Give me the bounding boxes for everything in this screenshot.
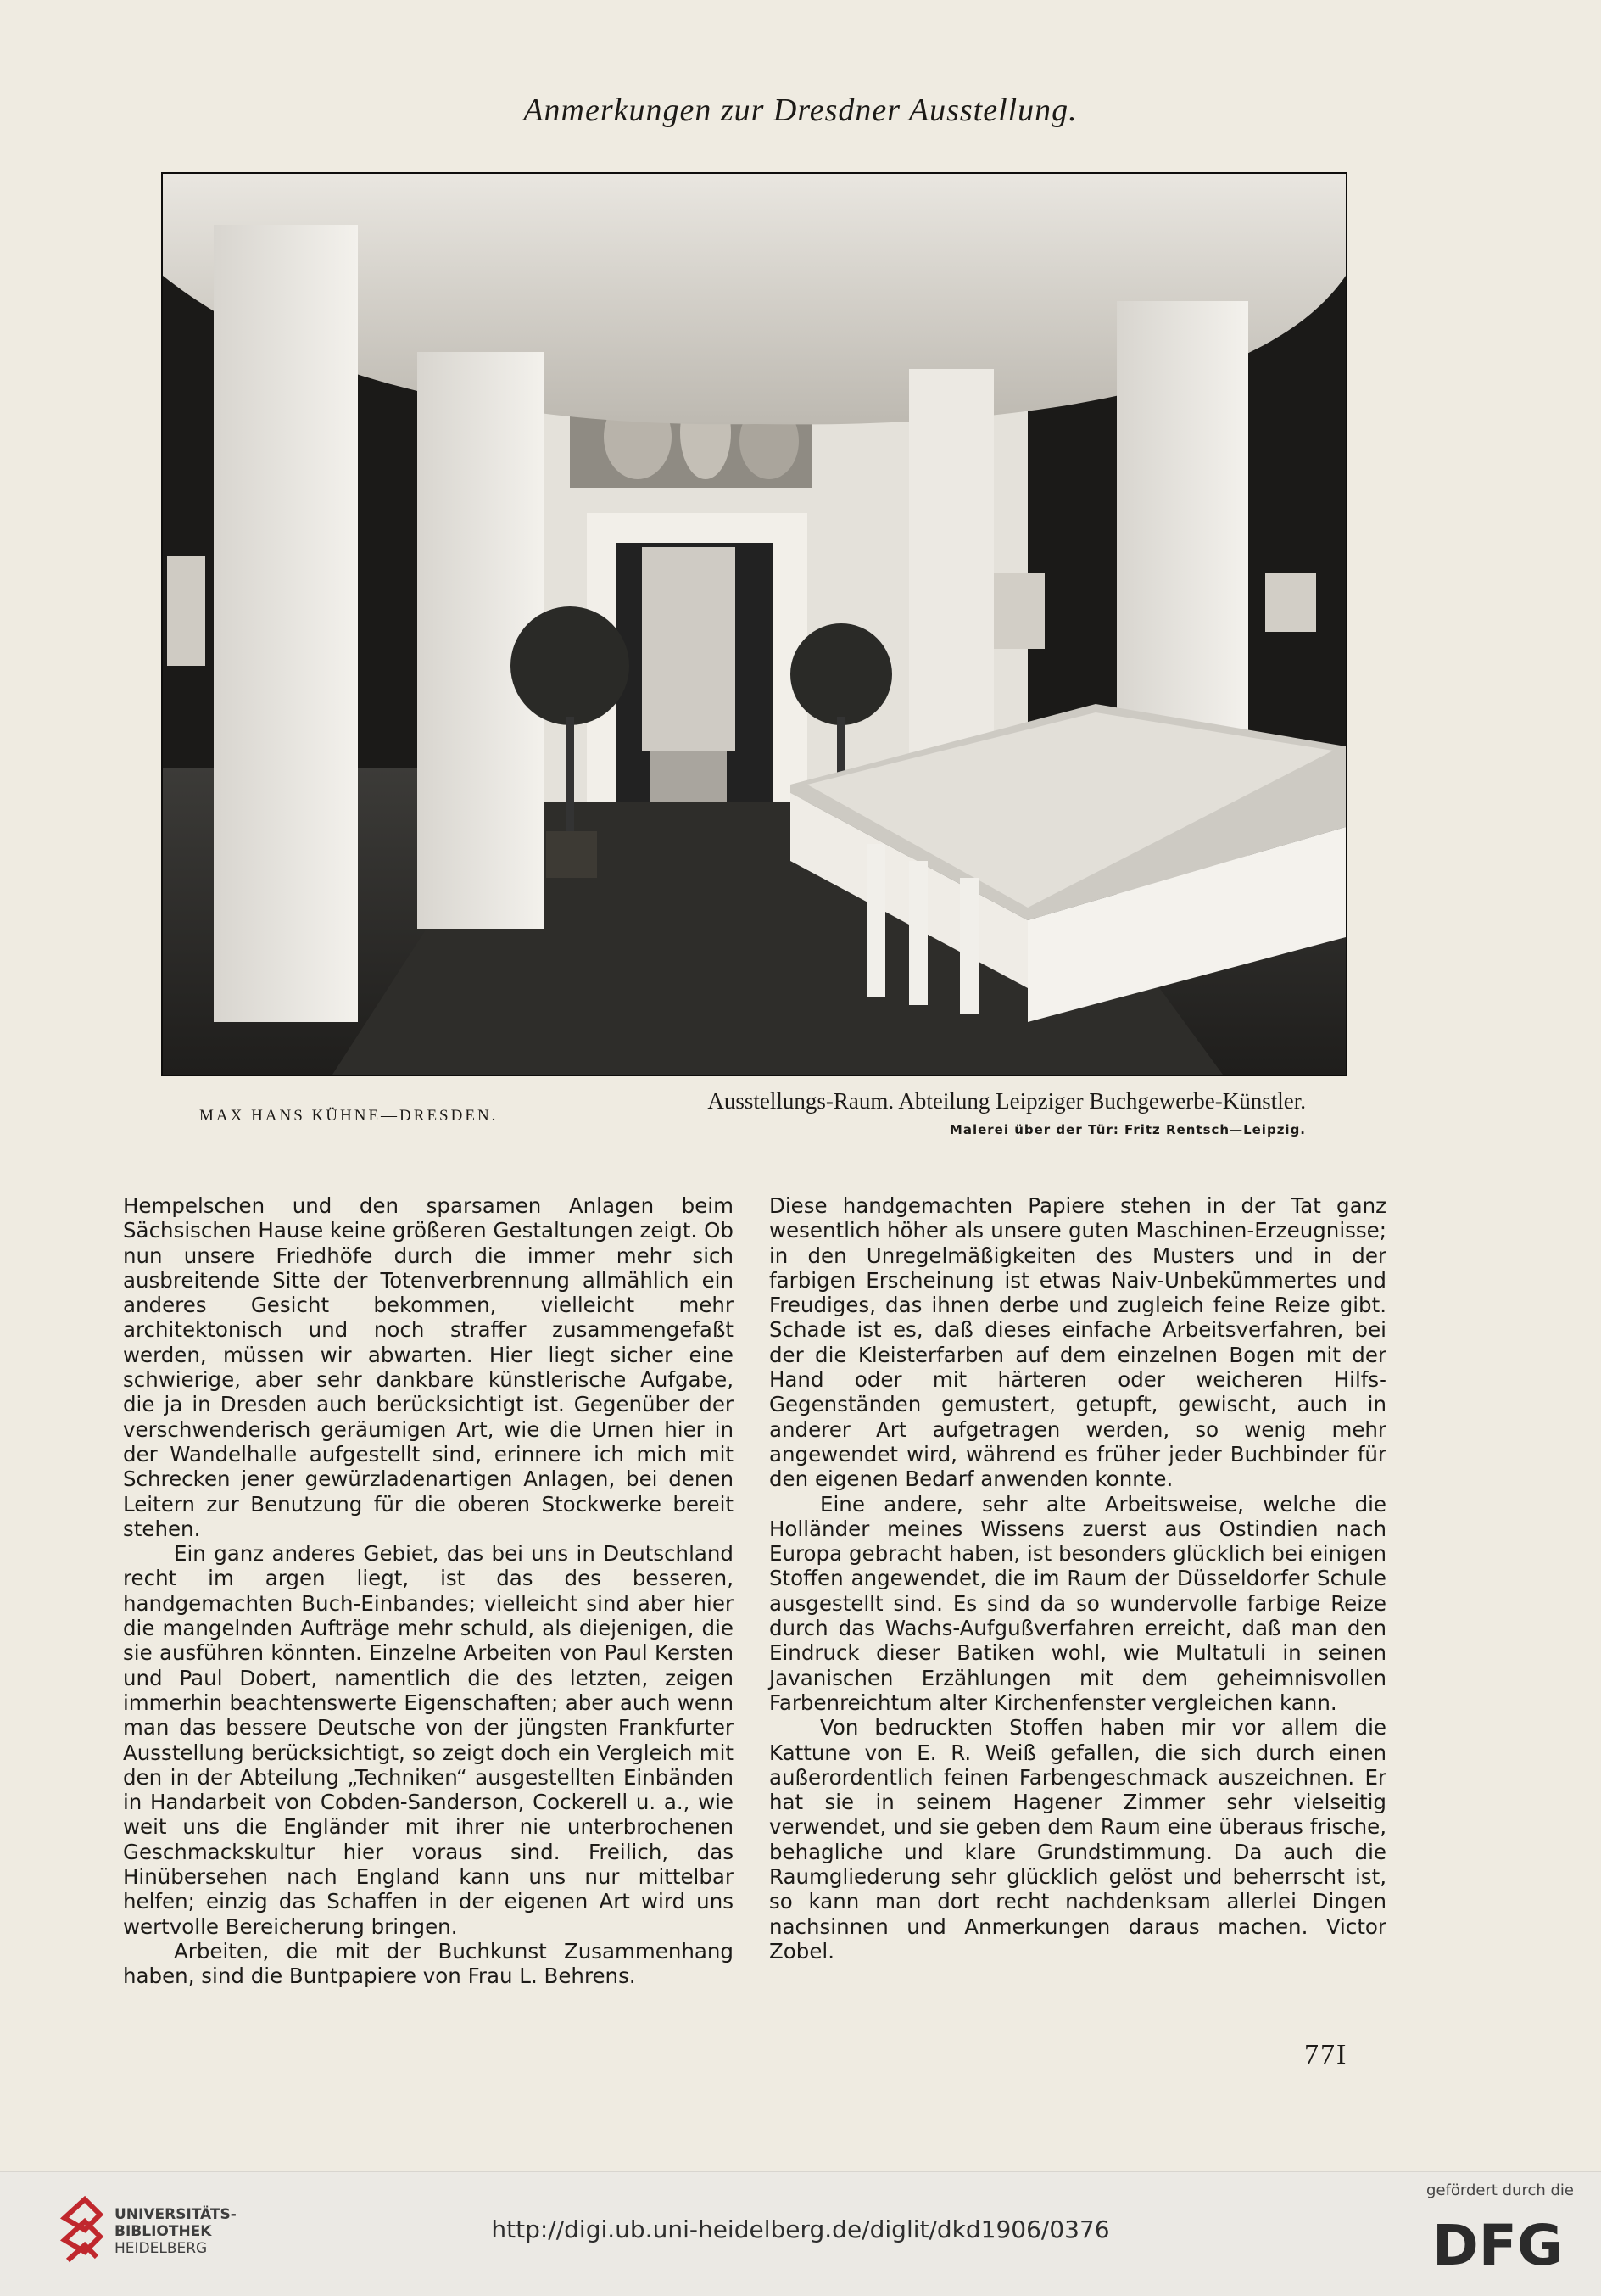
library-line: BIBLIOTHEK	[114, 2223, 212, 2240]
exhibition-room-image	[163, 174, 1346, 1075]
photo-caption: Ausstellungs-Raum. Abteilung Leipziger Buchgewerbe-Künstler.	[707, 1088, 1306, 1114]
page-number: 77I	[1304, 2039, 1348, 2070]
dfg-logo-text: DFG	[1431, 2214, 1564, 2273]
exhibition-photo	[161, 172, 1347, 1076]
library-line: HEIDELBERG	[114, 2240, 208, 2257]
library-line: UNIVERSITÄTS-	[114, 2206, 237, 2223]
text-column-left	[123, 1193, 734, 1989]
running-title: Anmerkungen zur Dresdner Ausstellung.	[523, 92, 1078, 128]
paragraph: Eine andere, sehr alte Arbeitsweise, welche die Holländer meines Wissens zuerst aus Ostindien nach Europa gebracht haben, ist besonders glücklich bei einigen Stoffen angewendet, die im Raum der Düsseldorfer Schule ausgestellt sind. Es sind da so wundervolle farbige Reize durch das Wachs-Aufgußverfahren erreicht, daß man den Eindruck dieser Batiken wohl, wie Multatuli in seinen Javanischen Erzählungen mit dem geheimnisvollen Farbenreichtum alter Kirchenfenster vergleichen kann.	[769, 1491, 1386, 1715]
paragraph: Hempelschen und den sparsamen Anlagen beim Sächsischen Hause keine größeren Gestaltungen zeigt. Ob nun unsere Friedhöfe durch die immer mehr sich ausbreitende Sitte der Totenverbrennung allmählich ein anderes Gesicht bekommen, vielleicht mehr architektonisch und noch straffer zusammengefaßt werden, müssen wir abwarten. Hier liegt sicher eine schwierige, aber sehr dankbare künstlerische Aufgabe, die ja in Dresden auch berücksichtigt ist. Gegenüber der verschwenderisch geräumigen Art, wie die Urnen hier in der Wandelhalle aufgestellt sind, erinnere ich mich mit Schrecken jener gewürzladenartigen Anlagen, bei denen Leitern zur Benutzung für die oberen Stockwerke bereit stehen.	[123, 1193, 734, 1541]
photo-caption-sub: Malerei über der Tür: Fritz Rentsch—Leipzig.	[949, 1122, 1306, 1137]
dfg-logo-icon[interactable]	[1421, 2214, 1574, 2273]
photo-credit: MAX HANS KÜHNE—DRESDEN.	[199, 1107, 499, 1125]
paragraph: Ein ganz anderes Gebiet, das bei uns in Deutschland recht im argen liegt, ist das des besseren, handgemachten Buch-Einbandes; vielleicht sind aber hier die mangelnden Aufträge mehr schuld, als diejenigen, die sie ausführen könnten. Einzelne Arbeiten von Paul Kersten und Paul Dobert, namentlich die des letzten, zeigen immerhin beachtenswerte Eigenschaften; aber auch wenn man das bessere Deutsche von der jüngsten Frankfurter Ausstellung berücksichtigt, so zeigt doch ein Vergleich mit den in der Abteilung „Techniken“ ausgestellten Einbänden in Handarbeit von Cobden-Sanderson, Cockerell u. a., wie weit uns die Engländer mit ihrer nie unterbrochenen Geschmackskultur hier voraus sind. Freilich, das Hinübersehen nach England kann uns nur mittelbar helfen; einzig das Schaffen in der eigenen Art wird uns wertvolle Bereicherung bringen.	[123, 1541, 734, 1939]
text-column-right	[769, 1193, 1386, 1964]
paragraph: Diese handgemachten Papiere stehen in der Tat ganz wesentlich höher als unsere guten Maschinen-Erzeugnisse; in den Unregelmäßigkeiten des Musters und in der farbigen Erscheinung ist etwas Naiv-Unbekümmertes und Freudiges, das ihnen derbe und zugleich feine Reize gibt. Schade ist es, daß dieses einfache Arbeitsverfahren, bei der die Kleisterfarben auf dem einzelnen Bogen mit der Hand oder mit härteren oder weicheren Hilfs-Gegenständen gemustert, getupft, gewischt, auch in anderer Art aufgetragen werden, so wenig mehr angewendet wird, während es früher jeder Buchbinder für den eigenen Bedarf anwenden konnte.	[769, 1193, 1386, 1492]
funder-label: gefördert durch die	[1426, 2181, 1574, 2199]
document-url[interactable]: http://digi.ub.uni-heidelberg.de/diglit/dkd1906/0376	[491, 2215, 1110, 2243]
paragraph: Von bedruckten Stoffen haben mir vor allem die Kattune von E. R. Weiß gefallen, die sich durch einen außerordentlich feinen Farbengeschmack auszeichnen. Er hat sie in seinem Hagener Zimmer sehr vielseitig verwendet, und sie geben dem Raum eine überaus frische, behagliche und klare Grundstimmung. Da auch die Raumgliederung sehr glücklich gelöst und beherrscht ist, so kann man dort recht nachdenksam allerlei Dingen nachsinnen und Anmerkungen daraus machen. Victor Zobel.	[769, 1715, 1386, 1964]
paragraph: Arbeiten, die mit der Buchkunst Zusammenhang haben, sind die Buntpapiere von Frau L. Behrens.	[123, 1938, 734, 1989]
